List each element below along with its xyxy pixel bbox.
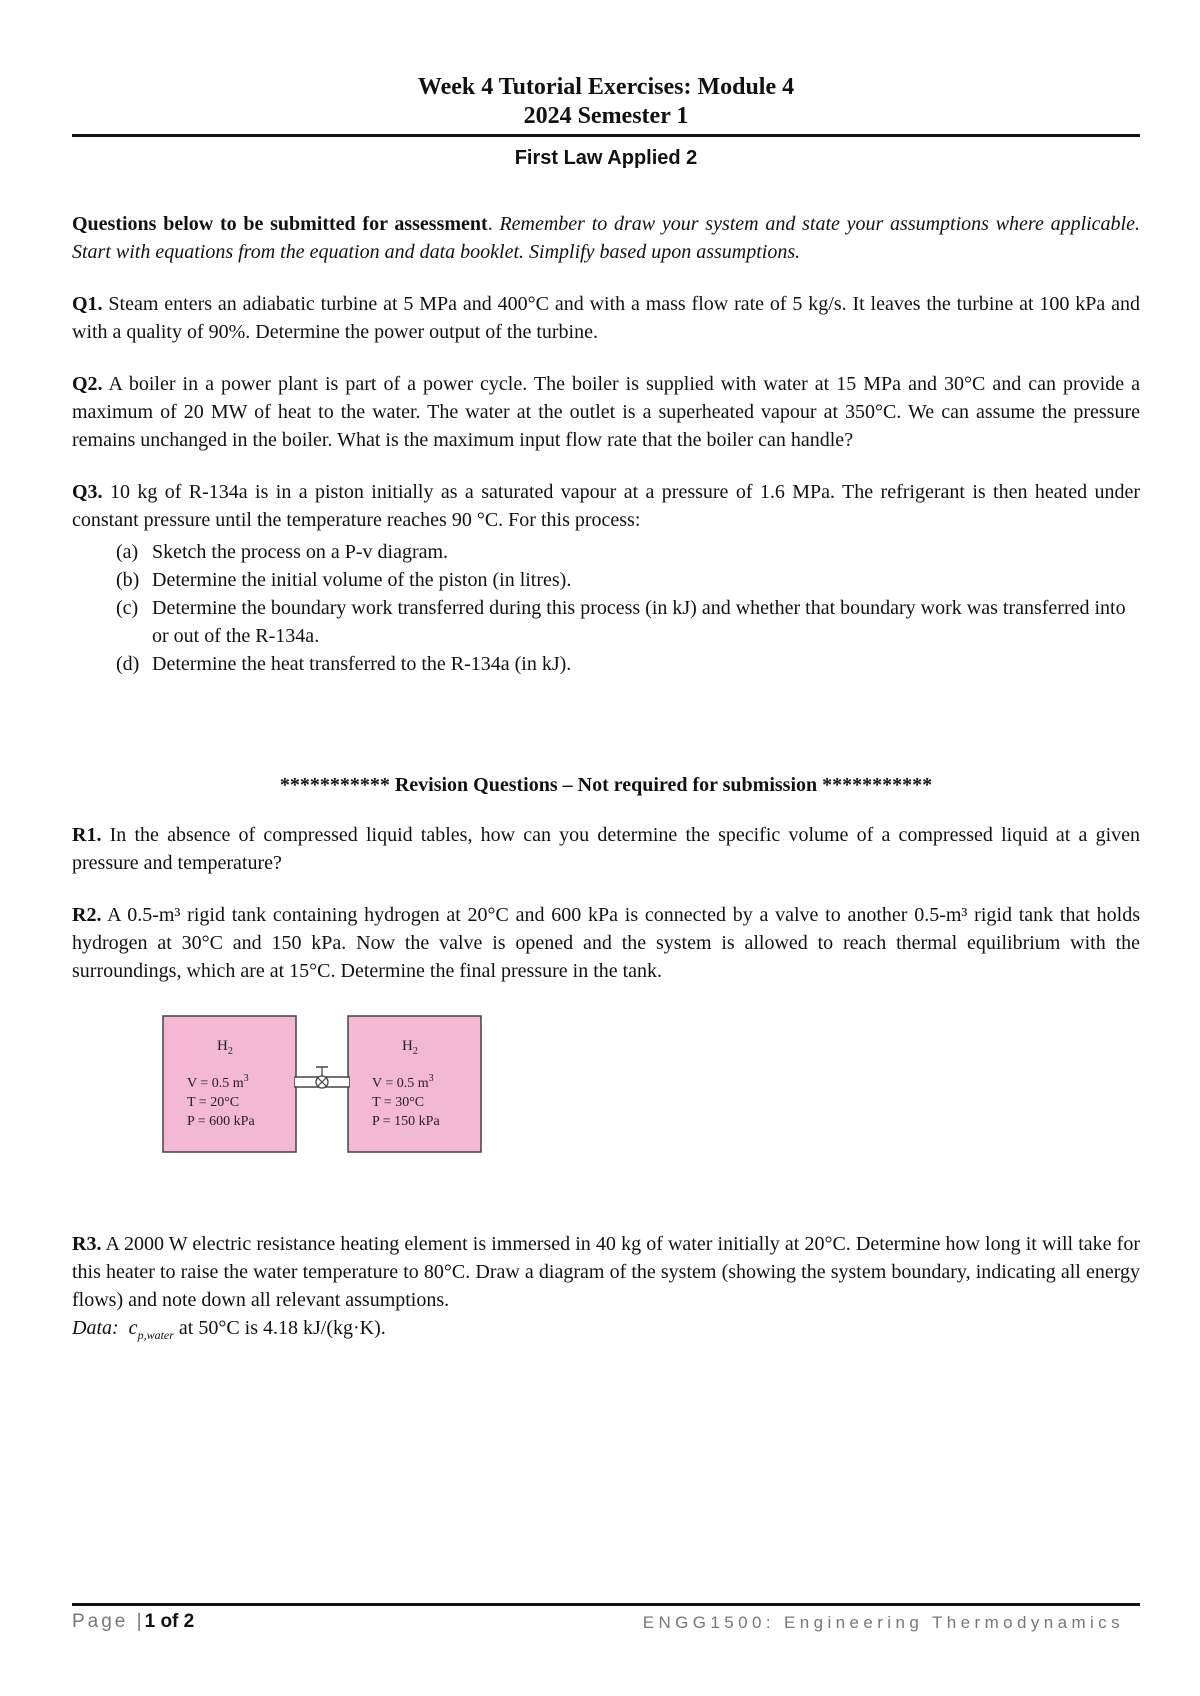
list-item: (b) Determine the initial volume of the piston (in litres). [116, 569, 572, 591]
course-name: ENGG1500: Engineering Thermodynamics [642, 1613, 1124, 1632]
data-note: Data: $c_{p,water}$ at 50°C is 4.18 kJ/(kg·K). [72, 1317, 386, 1342]
header-divider [72, 134, 1140, 137]
semester-label: 2024 Semester 1 [523, 103, 689, 129]
list-item: (d) Determine the heat transferred to the R-134a (in kJ). [116, 653, 572, 675]
revision-question-3 [72, 1230, 1140, 1314]
question-3-parts [72, 538, 1140, 678]
question-label: Q1. [72, 293, 103, 315]
question-text: A 0.5-m³ rigid tank containing hydrogen at 20°C and 600 kPa is connected by a valve to another 0.5-m³ rigid tank that holds hydrogen at 30°C and 150 kPa. Now the valve is opened and the system is allowed to reach thermal equilibrium with the surroundings, which are at 15°C. Determine the final pressure in the tank. [72, 904, 1140, 982]
list-item: (a) Sketch the process on a P-v diagram. [116, 541, 449, 563]
footer-divider [72, 1603, 1140, 1606]
right-tank-pressure: P = 150 kPa [372, 1114, 440, 1129]
right-tank-gas: $H_2$ [402, 1038, 418, 1057]
data-symbol: c [128, 1317, 138, 1339]
question-text: 10 kg of R-134a is in a piston initially as a saturated vapour at a pressure of 1.6 MPa. The refrigerant is then heated under constant pressure until the temperature reaches 90 °C. For this process: [72, 481, 1140, 531]
revision-question-1 [72, 821, 1140, 877]
instructions: Questions below to be submitted for assessment. Remember to draw your system and state your assumptions where applicable. Start with equations from the equation and data booklet. Simplify based upon assumptions. [72, 213, 1140, 263]
question-label: Q2. [72, 373, 103, 395]
question-label: R1. [72, 824, 102, 846]
page-number: 1 of 2 [144, 1611, 195, 1632]
question-text: In the absence of compressed liquid tables, how can you determine the specific volume of a compressed liquid at a given pressure and temperature? [72, 824, 1141, 874]
left-tank-pressure: P = 600 kPa [187, 1114, 255, 1129]
right-tank-volume: V = 0.5 $m^3$ [372, 1073, 434, 1091]
page-title: Week 4 Tutorial Exercises: Module 4 [417, 74, 795, 100]
question-label: R3. [72, 1233, 102, 1255]
page-subtitle: First Law Applied 2 [514, 147, 698, 169]
data-text: at 50°C is 4.18 kJ/(kg·K). [173, 1317, 386, 1339]
question-2 [72, 370, 1140, 454]
instructions-bold: Questions below to be submitted for assessment [72, 213, 488, 235]
two-tank-diagram [162, 1015, 492, 1155]
right-tank-temperature: T = 30°C [372, 1095, 425, 1110]
question-label: R2. [72, 904, 102, 926]
left-tank-gas: $H_2$ [217, 1038, 233, 1057]
question-3 [72, 478, 1140, 534]
instructions-italic: Remember to draw your system and state your assumptions where applicable. Start with equations from the equation and data booklet. Simplify based upon assumptions. [72, 213, 1140, 263]
question-text: A boiler in a power plant is part of a power cycle. The boiler is supplied with water at 15 MPa and 30°C and can provide a maximum of 20 MW of heat to the water. The water at the outlet is a superheated vapour at 350°C. We can assume the pressure remains unchanged in the boiler. What is the maximum input flow rate that the boiler can handle? [72, 373, 1140, 451]
question-text: A 2000 W electric resistance heating element is immersed in 40 kg of water initially at 20°C. Determine how long it will take for this heater to raise the water temperature to 80°C. Draw a diagram of the system (showing the system boundary, indicating all energy flows) and note down all relevant assumptions. [72, 1233, 1140, 1311]
question-1 [72, 290, 1140, 346]
data-label: Data: [72, 1317, 119, 1339]
document-page [72, 0, 1140, 1696]
question-text: Steam enters an adiabatic turbine at 5 MPa and 400°C and with a mass flow rate of 5 kg/s. It leaves the turbine at 100 kPa and with a quality of 90%. Determine the power output of the turbine. [72, 293, 1141, 343]
left-tank-temperature: T = 20°C [187, 1095, 240, 1110]
revision-heading: *********** Revision Questions – Not required for submission *********** [279, 774, 933, 796]
valve-icon [316, 1067, 328, 1088]
list-item: (c) Determine the boundary work transferred during this process (in kJ) and whether that boundary work was transferred into or out of the R-134a. [116, 597, 1126, 647]
revision-question-2 [72, 901, 1140, 985]
question-label: Q3. [72, 481, 103, 503]
page-indicator: Page |1 of 2 [72, 1611, 195, 1632]
left-tank-volume: V = 0.5 $m^3$ [187, 1073, 249, 1091]
